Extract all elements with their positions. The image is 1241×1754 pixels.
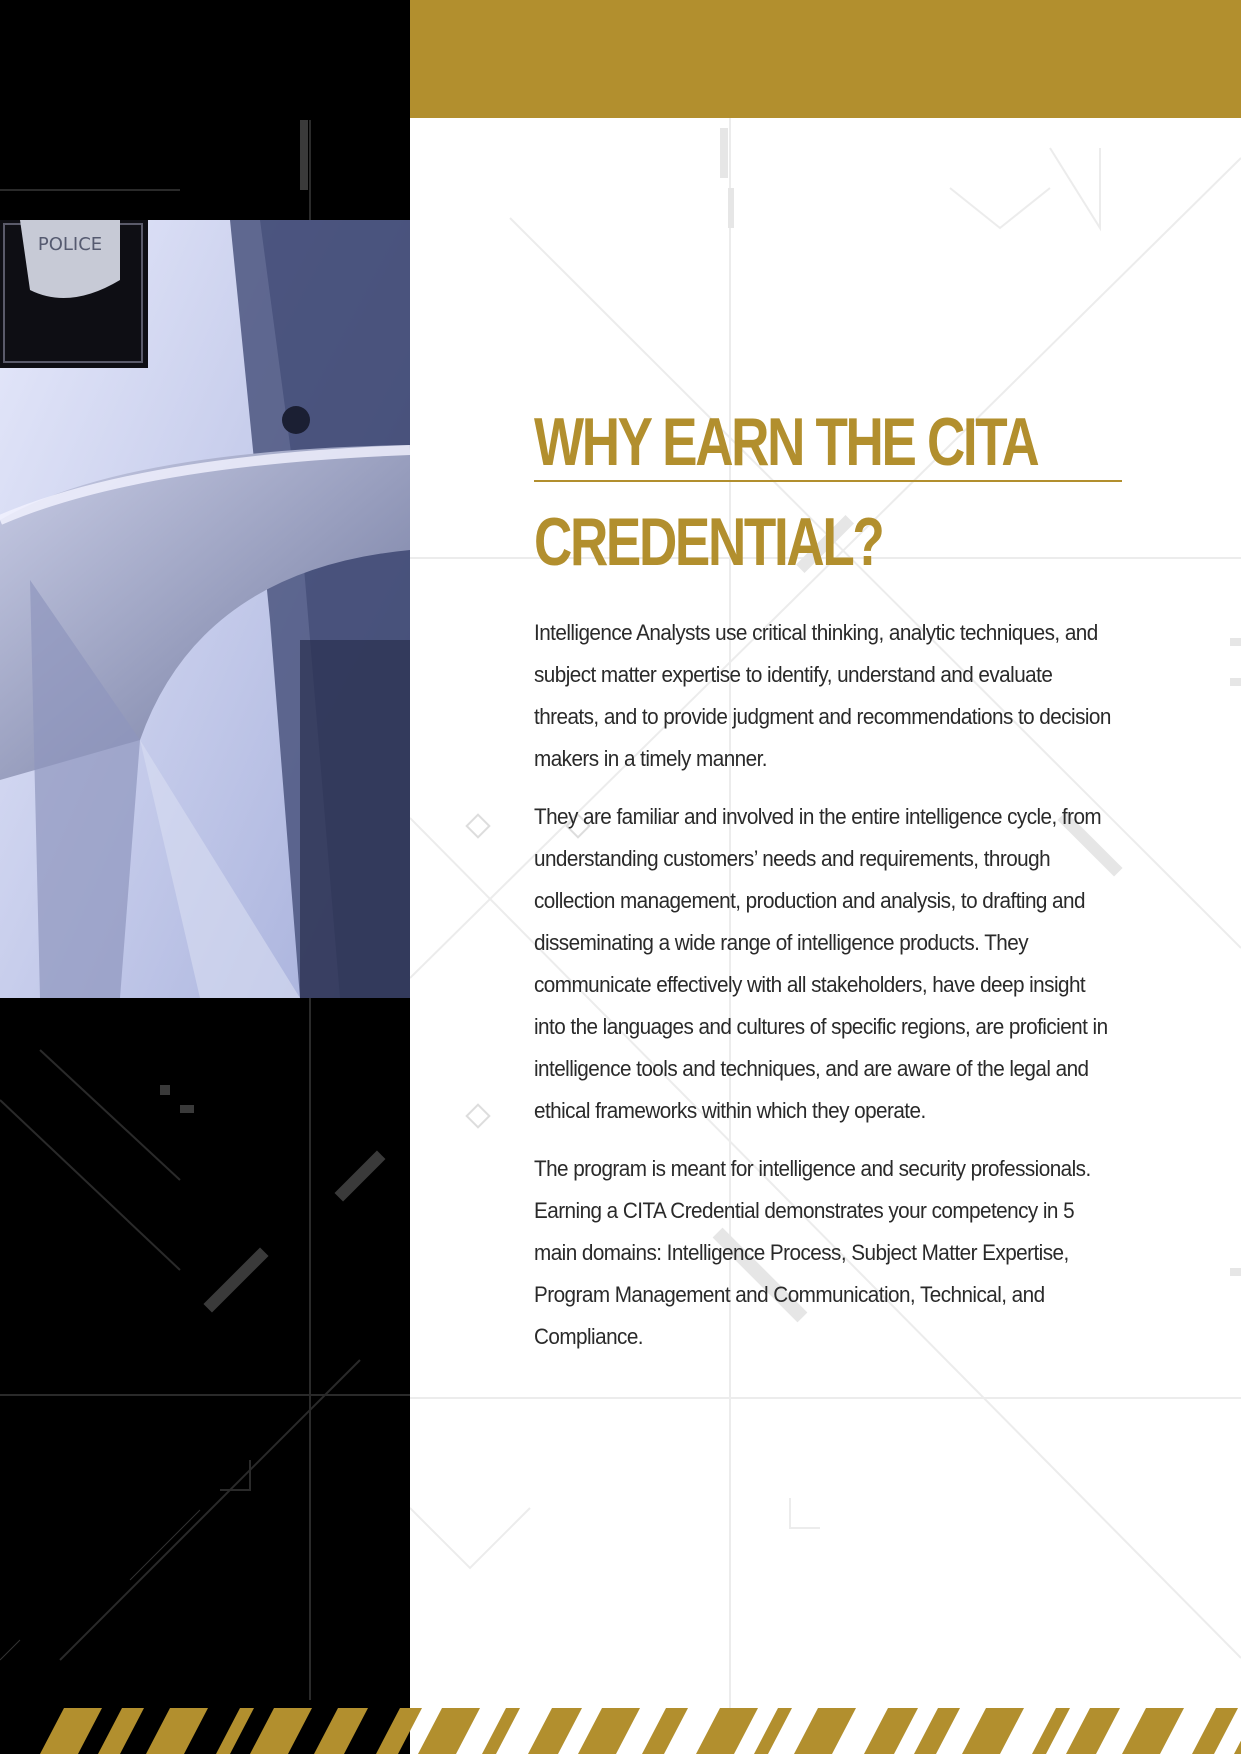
hazard-stripe xyxy=(1032,1708,1070,1754)
title-line-2: CREDENTIAL? xyxy=(534,504,883,580)
title-line-1: WHY EARN THE CITA xyxy=(534,404,1038,480)
body-copy xyxy=(534,612,1114,1374)
hazard-stripe xyxy=(696,1708,758,1754)
hazard-stripe xyxy=(642,1708,688,1754)
top-gold-bar xyxy=(410,0,1241,118)
photo-illustration xyxy=(0,220,410,998)
left-panel xyxy=(0,0,410,1754)
hazard-stripe xyxy=(914,1708,960,1754)
hazard-stripe xyxy=(376,1708,422,1754)
hazard-stripe xyxy=(482,1708,520,1754)
hazard-stripe xyxy=(1066,1708,1120,1754)
officer-reading-photo xyxy=(0,220,410,998)
hazard-stripe xyxy=(216,1708,254,1754)
hazard-stripe xyxy=(754,1708,792,1754)
hazard-stripe xyxy=(962,1708,1024,1754)
hazard-stripe xyxy=(864,1708,918,1754)
hazard-stripe xyxy=(418,1708,480,1754)
hazard-stripe xyxy=(40,1708,102,1754)
hazard-stripe xyxy=(146,1708,208,1754)
paragraph-2: They are familiar and involved in the entire intelligence cycle, from understanding customers’ needs and requirements, through collection management, production and analysis, to drafting and disseminating a wide range of intelligence products. They communicate effectively with all stakeholders, have deep insight into the languages and cultures of specific regions, are proficient in intelligence tools and techniques, and are aware of the legal and ethical frameworks within which they operate. xyxy=(534,804,1108,1123)
hazard-stripe xyxy=(98,1708,144,1754)
hazard-stripe xyxy=(578,1708,640,1754)
bottom-hazard-stripes xyxy=(0,1708,1241,1754)
hazard-stripe xyxy=(528,1708,582,1754)
paragraph-3: The program is meant for intelligence and security professionals. Earning a CITA Credential demonstrates your competency in 5 main domains: Intelligence Process, Subject Matter Expertise, Program Management and Communication, Technical, and Compliance. xyxy=(534,1156,1091,1349)
hazard-stripe xyxy=(250,1708,312,1754)
stripes-pattern xyxy=(0,1708,1241,1754)
badge-lettering: POLICE xyxy=(37,234,103,255)
hazard-stripe xyxy=(314,1708,368,1754)
hazard-stripe xyxy=(1192,1708,1238,1754)
hazard-stripe xyxy=(1234,1708,1241,1754)
paragraph-1: Intelligence Analysts use critical thinking, analytic techniques, and subject matter expertise to identify, understand and evaluate threats, and to provide judgment and recommendations to decision makers in a timely manner. xyxy=(534,620,1111,771)
hazard-stripe xyxy=(1122,1708,1184,1754)
title-underline xyxy=(534,480,1122,482)
hazard-stripe xyxy=(794,1708,856,1754)
page-title xyxy=(534,392,1038,592)
